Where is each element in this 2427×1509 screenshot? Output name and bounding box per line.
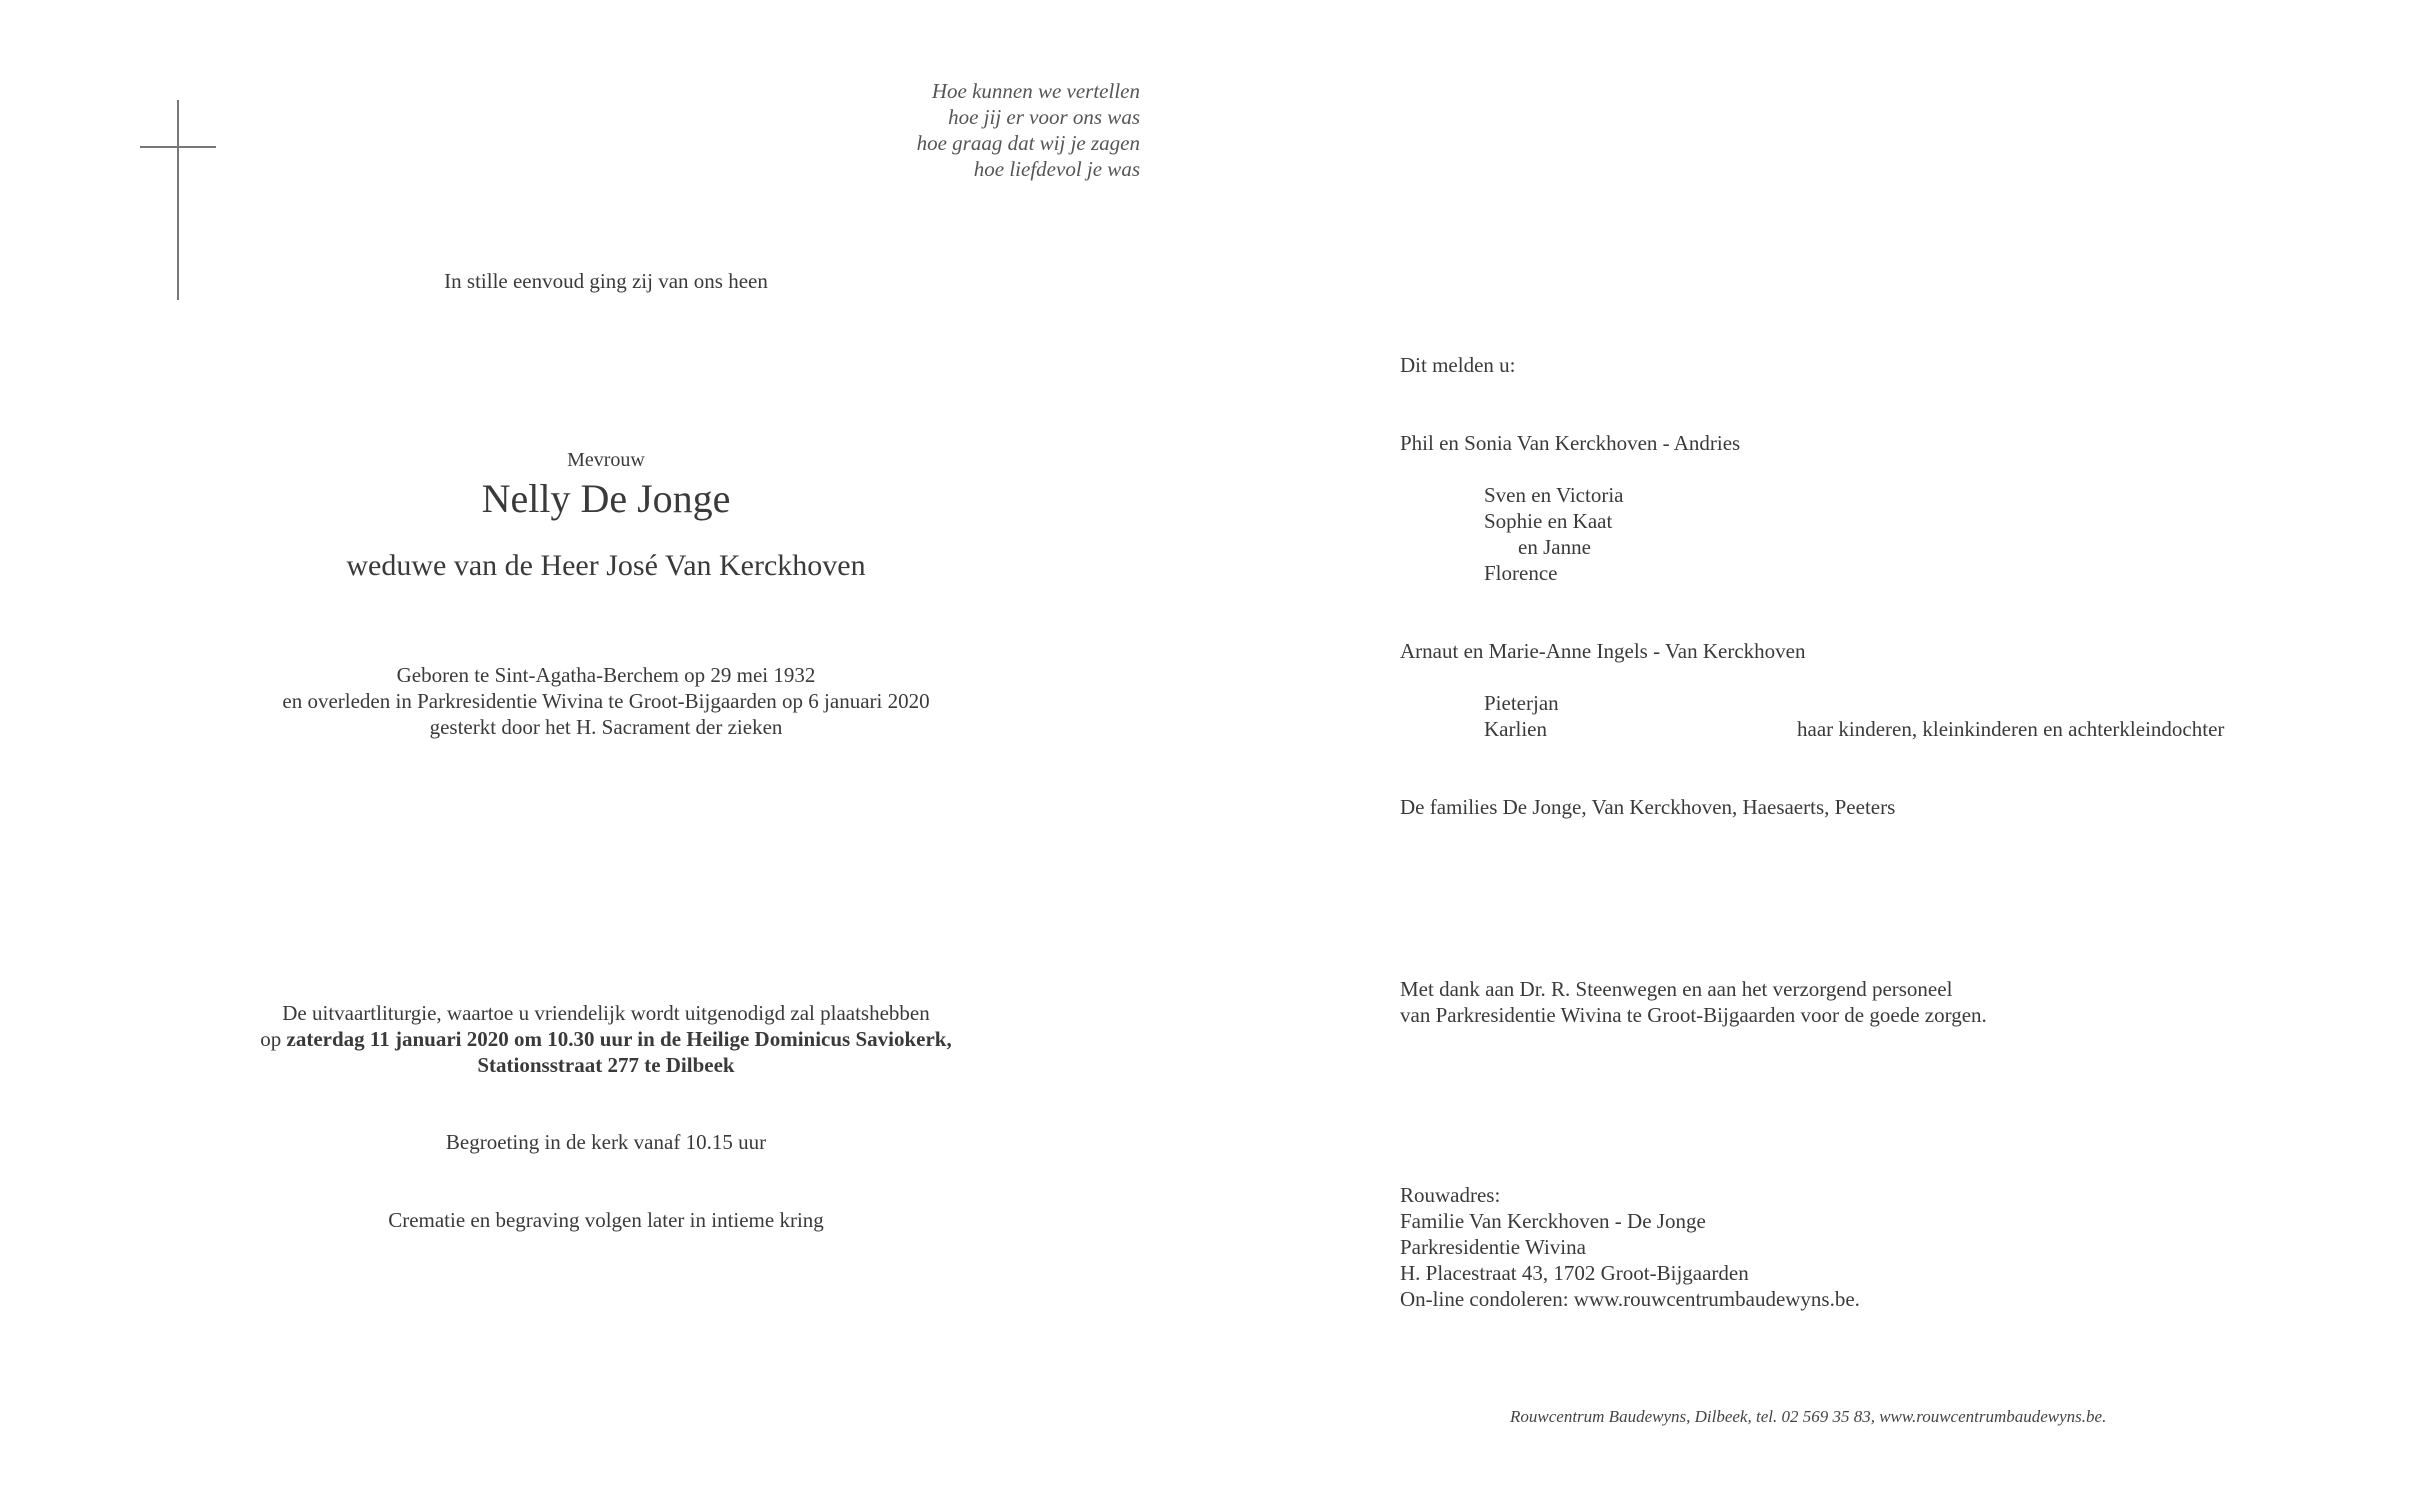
death-line: en overleden in Parkresidentie Wivina te Groot-Bijgaarden op 6 januari 2020 (282, 689, 930, 713)
family-member: Karlien (1484, 717, 1547, 741)
thanks-text (1400, 976, 1987, 1028)
funeral-date-prefix: op (260, 1027, 287, 1051)
greeting-info: Begroeting in de kerk vanaf 10.15 uur (445, 1130, 767, 1154)
address-line: H. Placestraat 43, 1702 Groot-Bijgaarden (1400, 1261, 1749, 1285)
family-member: Sophie en Kaat (1484, 509, 1613, 533)
poem (917, 78, 1140, 182)
birth-death-info (0, 662, 1212, 740)
poem-line: Hoe kunnen we vertellen (931, 79, 1140, 103)
address-heading: Rouwadres: (1400, 1183, 1501, 1207)
poem-line: hoe liefdevol je was (973, 157, 1140, 181)
thanks-line: Met dank aan Dr. R. Steenwegen en aan het verzorgend personeel (1400, 977, 1953, 1001)
address-line: Familie Van Kerckhoven - De Jonge (1400, 1209, 1706, 1233)
deceased-name: Nelly De Jonge (481, 476, 731, 521)
birth-line: Geboren te Sint-Agatha-Berchem op 29 mei 1932 (396, 663, 816, 687)
mourning-address (1400, 1182, 1860, 1312)
thanks-line: van Parkresidentie Wivina te Groot-Bijgaarden voor de goede zorgen. (1400, 1003, 1987, 1027)
condolence-link[interactable]: On-line condoleren: www.rouwcentrumbaudewyns.be. (1400, 1287, 1860, 1311)
funeral-address: Stationsstraat 277 te Dilbeek (477, 1053, 735, 1077)
families-text: De families De Jonge, Van Kerckhoven, Haesaerts, Peeters (1400, 795, 1896, 819)
family-member: en Janne (1518, 535, 1591, 559)
relation-text: haar kinderen, kleinkinderen en achterkleindochter (1797, 717, 2225, 741)
family1-children (1400, 482, 1623, 586)
poem-line: hoe graag dat wij je zagen (916, 131, 1140, 155)
address-line: Parkresidentie Wivina (1400, 1235, 1586, 1259)
funeral-line: De uitvaartliturgie, waartoe u vriendelijk wordt uitgenodigd zal plaatshebben (282, 1001, 930, 1025)
footer-funeral-home: Rouwcentrum Baudewyns, Dilbeek, tel. 02 569 35 83, www.rouwcentrumbaudewyns.be. (1510, 1407, 2107, 1426)
intro-text: In stille eenvoud ging zij van ons heen (444, 269, 768, 293)
sacrament-line: gesterkt door het H. Sacrament der zieken (429, 715, 783, 739)
funeral-date-line (0, 1026, 1212, 1052)
funeral-date: zaterdag 11 januari 2020 om 10.30 uur in de Heilige Dominicus Saviokerk, (286, 1027, 952, 1051)
family-member: Florence (1484, 561, 1558, 585)
family2-children (1400, 690, 1559, 742)
announce-text: Dit melden u: (1400, 353, 1516, 377)
widow-of: weduwe van de Heer José Van Kerckhoven (346, 549, 866, 582)
funeral-info (0, 1000, 1212, 1078)
family-member: Pieterjan (1484, 691, 1559, 715)
poem-line: hoe jij er voor ons was (948, 105, 1140, 129)
cross-horizontal-bar (140, 146, 216, 148)
cremation-info: Crematie en begraving volgen later in intieme kring (388, 1208, 824, 1232)
family-member: Sven en Victoria (1484, 483, 1624, 507)
family1-parents: Phil en Sonia Van Kerckhoven - Andries (1400, 431, 1741, 455)
family2-parents: Arnaut en Marie-Anne Ingels - Van Kerckhoven (1400, 639, 1806, 663)
title-prefix: Mevrouw (567, 449, 645, 471)
